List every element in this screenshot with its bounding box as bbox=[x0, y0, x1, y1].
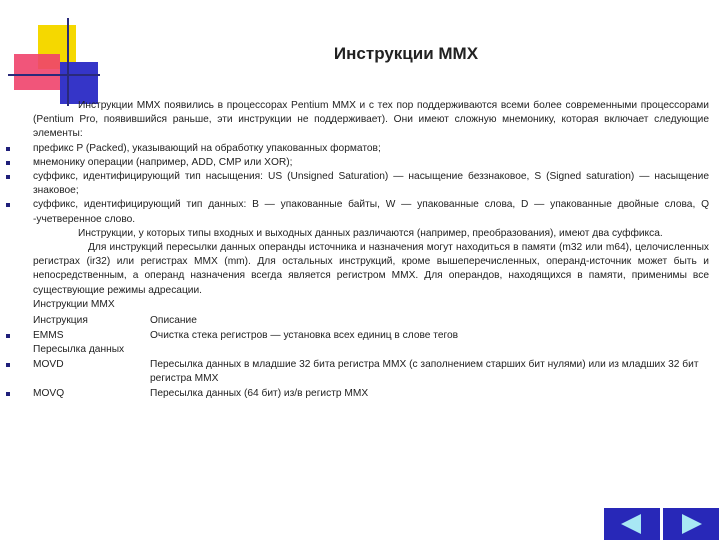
bullet-item: мнемонику операции (например, ADD, CMP или XOR); bbox=[33, 156, 709, 170]
table-header-cell: Описание bbox=[150, 315, 197, 327]
decor-horizontal-line bbox=[8, 74, 100, 76]
description-cell bbox=[150, 343, 709, 358]
instruction-cell: MOVQ bbox=[33, 387, 150, 402]
paragraph: Инструкции, у которых типы входных и выходных данных различаются (например, преобразования), имеют два суффикса. bbox=[78, 227, 663, 239]
table-row bbox=[33, 387, 709, 402]
instruction-cell: Пересылка данных bbox=[33, 344, 125, 356]
triangle-right-icon bbox=[682, 514, 702, 534]
table-caption: Инструкции MMX bbox=[33, 298, 115, 310]
bullet-item: суффикс, идентифицирующий тип данных: B — упакованные байты, W — упакованные слова, D — упакованные двойные слова, Q -учетверенное слово. bbox=[33, 198, 709, 226]
description-cell: Пересылка данных в младшие 32 бита регистра MMX (с заполнением старших бит нулями) или из младших 32 бит регистра MMX bbox=[150, 358, 699, 385]
table-row bbox=[33, 343, 709, 358]
instruction-cell: MOVD bbox=[33, 358, 150, 387]
description-cell: Очистка стека регистров — установка всех единиц в слове тегов bbox=[150, 329, 459, 341]
previous-slide-button[interactable] bbox=[604, 508, 660, 540]
bullet-item: суффикс, идентифицирующий тип насыщения: US (Unsigned Saturation) — насыщение беззнаковое, S (Signed saturation) — насыщение знаковое; bbox=[33, 170, 709, 198]
table-row bbox=[33, 358, 709, 387]
slide-body bbox=[33, 99, 709, 402]
instruction-cell: EMMS bbox=[33, 329, 150, 344]
table-header-row bbox=[33, 314, 709, 329]
bullet-item: префикс P (Packed), указывающий на обработку упакованных форматов; bbox=[33, 142, 709, 156]
instruction-table bbox=[33, 314, 709, 402]
next-slide-button[interactable] bbox=[663, 508, 719, 540]
intro-paragraph: Инструкции MMX появились в процессорах Pentium MMX и с тех пор поддерживаются всеми более современными процессорами (Pentium Pro, появившийся раньше, эти инструкции не поддерживает). Они имеют сложную мнемонику, которая включает следующие элементы: bbox=[33, 100, 709, 140]
table-header-cell: Инструкция bbox=[33, 315, 88, 327]
paragraph: Для инструкций пересылки данных операнды источника и назначения могут находиться в памяти (m32 или m64), целочисленных регистрах (ir32) или регистрах MMX (mm). Для остальных инструкций, кроме вышеперечисленных, операнд-источник может быть и непосредственным, а операнд назначения всегда является регистром MMX. Для операндов, находящихся в памяти, применимы все существующие режимы адресации. bbox=[33, 242, 709, 296]
decor-blue-square bbox=[60, 62, 98, 104]
slide-title: Инструкции MMX bbox=[333, 44, 479, 63]
description-cell: Пересылка данных (64 бит) из/в регистр MMX bbox=[150, 388, 369, 400]
triangle-left-icon bbox=[621, 514, 641, 534]
table-row bbox=[33, 329, 709, 344]
